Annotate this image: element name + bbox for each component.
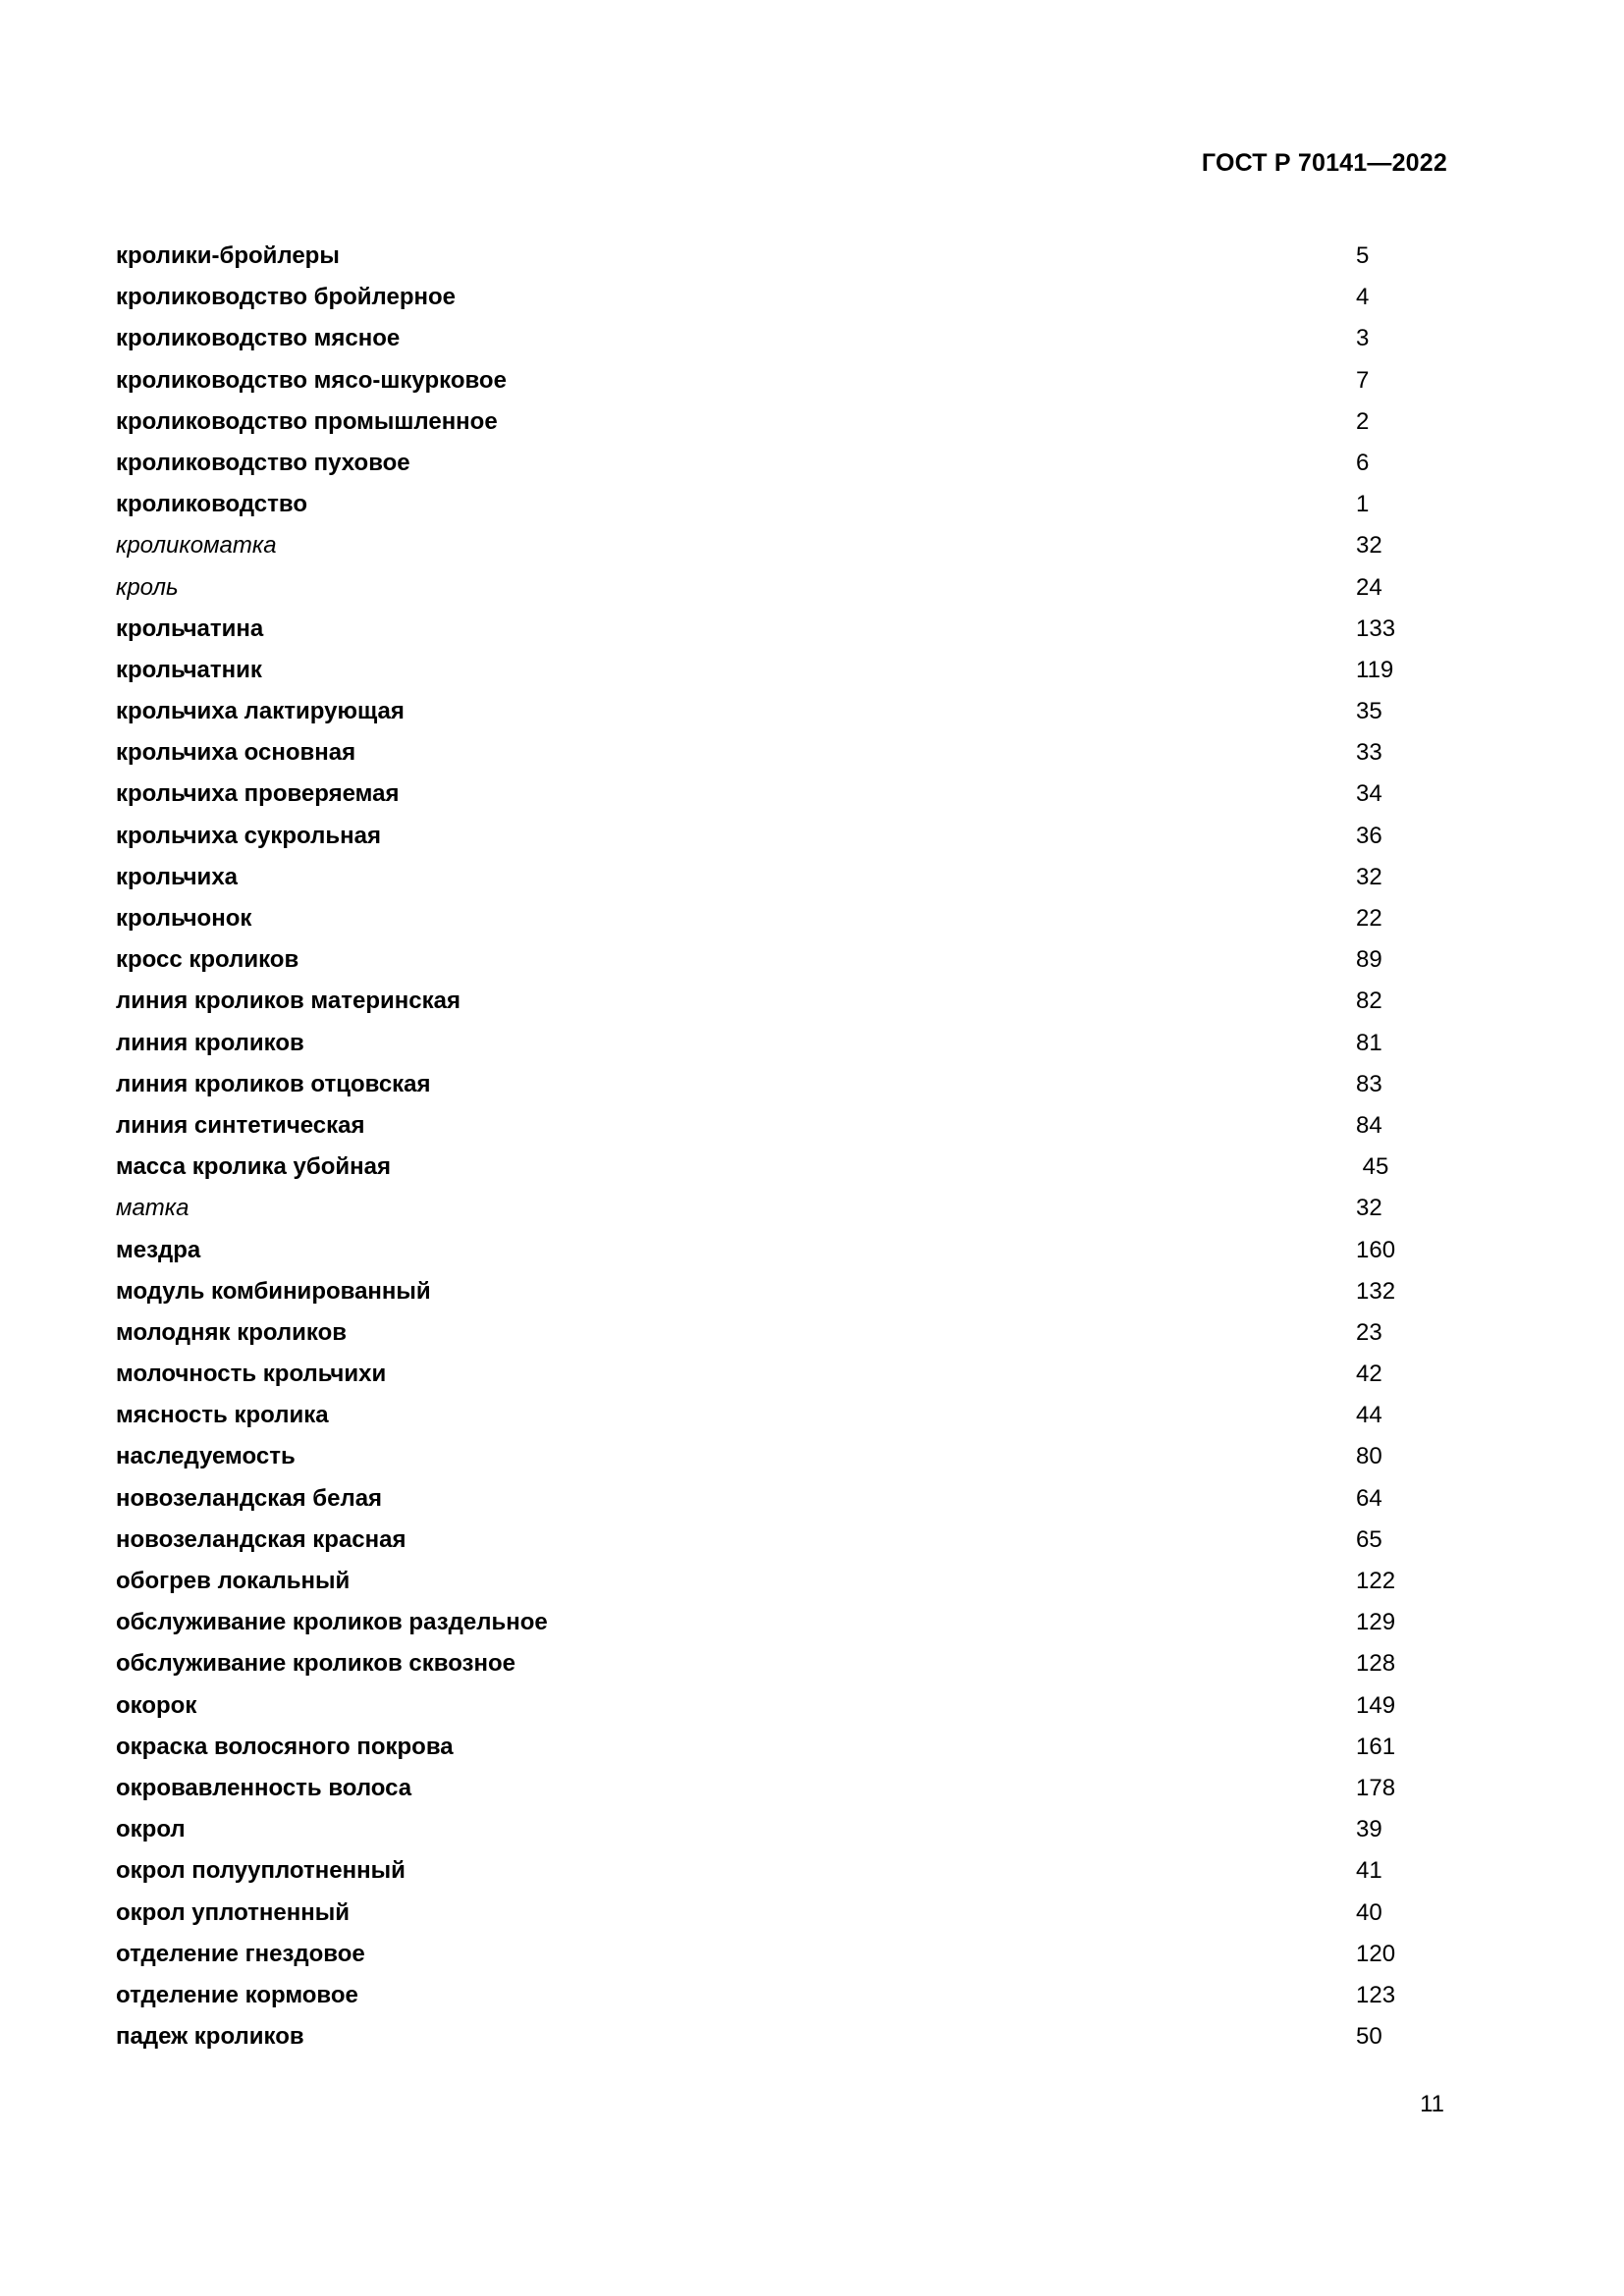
index-term-number: 128 xyxy=(1356,1650,1396,1678)
index-term-number: 50 xyxy=(1356,2023,1382,2051)
index-entry-row xyxy=(116,857,1392,898)
index-term: отделение гнездовое xyxy=(116,1940,365,1967)
index-entry-row xyxy=(116,1064,1392,1105)
index-term-number: 3 xyxy=(1356,325,1370,352)
index-term-number: 123 xyxy=(1356,1981,1396,2008)
document-id-header: ГОСТ Р 70141—2022 xyxy=(1201,149,1447,177)
index-entry-row xyxy=(116,898,1392,939)
page-number: 11 xyxy=(1420,2091,1444,2117)
index-term: новозеландская красная xyxy=(116,1525,406,1553)
index-term: молодняк кроликов xyxy=(116,1318,348,1346)
index-entry-row xyxy=(116,1147,1392,1188)
index-term-number: 89 xyxy=(1356,946,1382,974)
index-entry-row xyxy=(116,1312,1392,1354)
index-term: линия кроликов xyxy=(116,1029,304,1056)
index-term-number: 44 xyxy=(1356,1402,1382,1429)
index-term-number: 32 xyxy=(1356,863,1382,890)
index-term-number: 82 xyxy=(1356,988,1382,1015)
index-entry-row xyxy=(116,1354,1392,1395)
index-entry-row xyxy=(116,525,1392,566)
index-term: новозеландская белая xyxy=(116,1484,383,1512)
index-term: крольчиха xyxy=(116,863,239,890)
index-term: обслуживание кроликов сквозное xyxy=(116,1650,515,1678)
index-term-number: 81 xyxy=(1356,1029,1382,1056)
index-term: падеж кроликов xyxy=(116,2023,304,2051)
index-entry-row xyxy=(116,360,1392,401)
index-entry-row xyxy=(116,1727,1396,1768)
index-term-number: 45 xyxy=(1356,1153,1389,1181)
index-term: кролиководство пуховое xyxy=(116,449,410,476)
index-term-number: 33 xyxy=(1356,739,1382,767)
index-term: крольчатник xyxy=(116,656,262,683)
index-entry-row xyxy=(116,2016,1392,2057)
index-term: окрол полууплотненный xyxy=(116,1857,406,1885)
index-entry-row xyxy=(116,816,1392,857)
index-term-number: 40 xyxy=(1356,1898,1382,1926)
index-term-synonym: кроликоматка xyxy=(116,532,277,560)
index-term-number: 178 xyxy=(1356,1774,1396,1801)
alphabetical-term-index xyxy=(116,236,1396,2057)
index-term-number: 80 xyxy=(1356,1443,1382,1470)
index-entry-row xyxy=(116,1850,1392,1892)
index-entry-row xyxy=(116,650,1392,691)
index-entry-row xyxy=(116,484,1392,525)
index-term: крольчатина xyxy=(116,614,264,642)
index-term: молочность крольчихи xyxy=(116,1361,387,1388)
index-term-number: 120 xyxy=(1356,1940,1396,1967)
index-term: обогрев локальный xyxy=(116,1568,351,1594)
index-term-number: 132 xyxy=(1356,1277,1396,1305)
index-term-synonym: кроль xyxy=(116,573,179,601)
index-entry-row xyxy=(116,567,1392,609)
index-term: кролики-бройлеры xyxy=(116,242,340,269)
index-term-number: 35 xyxy=(1356,698,1382,725)
index-term-number: 64 xyxy=(1356,1484,1382,1512)
index-entry-row xyxy=(116,1643,1396,1684)
index-entry-row xyxy=(116,939,1392,981)
index-term: модуль комбинированный xyxy=(116,1277,431,1305)
index-term-number: 39 xyxy=(1356,1816,1382,1843)
index-term-number: 7 xyxy=(1356,366,1370,394)
index-term: линия кроликов отцовская xyxy=(116,1070,431,1097)
index-term: отделение кормовое xyxy=(116,1981,358,2008)
index-term: мясность кролика xyxy=(116,1402,329,1429)
index-term: крольчиха основная xyxy=(116,739,356,767)
index-term: мездра xyxy=(116,1236,201,1263)
index-term: окрол уплотненный xyxy=(116,1898,350,1926)
index-term: кролиководство мясное xyxy=(116,325,401,352)
index-term: линия кроликов материнская xyxy=(116,988,460,1015)
index-term-number: 133 xyxy=(1356,614,1396,642)
index-term: крольчонок xyxy=(116,905,252,932)
index-entry-row xyxy=(116,277,1392,318)
index-term: линия синтетическая xyxy=(116,1111,365,1139)
index-entry-row xyxy=(116,1105,1392,1147)
index-entry-row xyxy=(116,609,1396,650)
index-entry-row xyxy=(116,981,1392,1022)
index-term-number: 6 xyxy=(1356,449,1370,476)
index-term-number: 5 xyxy=(1356,242,1370,269)
index-entry-row xyxy=(116,1685,1396,1727)
index-entry-row xyxy=(116,318,1392,359)
index-term-number: 1 xyxy=(1356,491,1370,518)
index-entry-row xyxy=(116,1023,1392,1064)
index-term: обслуживание кроликов раздельное xyxy=(116,1609,548,1636)
index-entry-row xyxy=(116,1809,1392,1850)
index-term-number: 83 xyxy=(1356,1070,1382,1097)
index-term: крольчиха проверяемая xyxy=(116,780,400,808)
index-entry-row xyxy=(116,1230,1396,1271)
index-entry-row xyxy=(116,401,1392,443)
index-term-number: 23 xyxy=(1356,1318,1382,1346)
index-term-number: 84 xyxy=(1356,1111,1382,1139)
index-term-number: 129 xyxy=(1356,1609,1396,1636)
index-term-number: 32 xyxy=(1356,532,1382,560)
index-entry-row xyxy=(116,732,1392,774)
index-entry-row xyxy=(116,1602,1396,1643)
index-term: кролиководство xyxy=(116,491,307,518)
index-term-number: 41 xyxy=(1356,1857,1382,1885)
index-entry-row xyxy=(116,236,1392,277)
index-entry-row xyxy=(116,774,1392,815)
index-entry-row xyxy=(116,1768,1396,1809)
index-term-number: 36 xyxy=(1356,822,1382,849)
index-term: окрол xyxy=(116,1816,186,1843)
index-entry-row xyxy=(116,1934,1396,1975)
index-entry-row xyxy=(116,691,1392,732)
index-term-number: 161 xyxy=(1356,1733,1396,1760)
index-term-number: 32 xyxy=(1356,1195,1382,1222)
index-term-number: 119 xyxy=(1356,656,1394,683)
index-term-number: 24 xyxy=(1356,573,1382,601)
index-entry-row xyxy=(116,1975,1396,2016)
index-term-number: 122 xyxy=(1356,1568,1396,1594)
index-term-number: 34 xyxy=(1356,780,1382,808)
index-entry-row xyxy=(116,1188,1392,1229)
index-entry-row xyxy=(116,443,1392,484)
index-term: окорок xyxy=(116,1691,197,1719)
index-entry-row xyxy=(116,1271,1396,1312)
index-entry-row xyxy=(116,1893,1392,1934)
index-term: кролиководство бройлерное xyxy=(116,284,456,311)
index-term: наследуемость xyxy=(116,1443,296,1470)
index-term-number: 22 xyxy=(1356,905,1382,932)
index-entry-row xyxy=(116,1395,1392,1436)
index-term-number: 4 xyxy=(1356,284,1370,311)
index-entry-row xyxy=(116,1561,1396,1602)
index-term: кролиководство мясо-шкурковое xyxy=(116,366,507,394)
index-term-number: 2 xyxy=(1356,407,1370,435)
index-entry-row xyxy=(116,1436,1392,1477)
index-entry-row xyxy=(116,1478,1392,1520)
index-term-number: 160 xyxy=(1356,1236,1396,1263)
index-term: кросс кроликов xyxy=(116,946,299,974)
index-term-number: 65 xyxy=(1356,1525,1382,1553)
index-term: кролиководство промышленное xyxy=(116,407,498,435)
index-term: крольчиха сукрольная xyxy=(116,822,381,849)
index-term: масса кролика убойная xyxy=(116,1153,391,1181)
index-entry-row xyxy=(116,1520,1392,1561)
index-term: окраска волосяного покрова xyxy=(116,1733,454,1760)
index-term: крольчиха лактирующая xyxy=(116,698,405,725)
index-term: окровавленность волоса xyxy=(116,1774,412,1801)
index-term-number: 149 xyxy=(1356,1691,1396,1719)
index-term-number: 42 xyxy=(1356,1361,1382,1388)
index-term-synonym: матка xyxy=(116,1195,189,1222)
